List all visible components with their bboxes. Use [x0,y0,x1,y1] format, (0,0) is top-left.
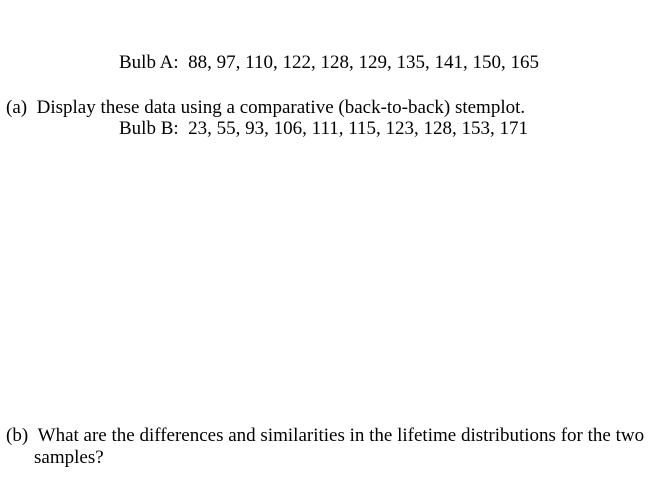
bulb-a-data: Bulb A: 88, 97, 110, 122, 128, 129, 135, 141, 150, 165 [119,52,539,73]
question-a-label: (a) [6,97,28,118]
question-b-text-line1: What are the differences and similarities in the lifetime distributions for the two [37,425,645,446]
answer-space [6,125,646,415]
bulb-b-data: Bulb B: 23, 55, 93, 106, 111, 115, 123, 128, 153, 171 [119,118,529,139]
question-b-text-line2: samples? [34,447,104,468]
question-b [6,425,644,469]
question-a [6,97,525,119]
question-b-label: (b) [6,425,29,446]
question-a-text: Display these data using a comparative (back-to-back) stemplot. [36,97,526,118]
